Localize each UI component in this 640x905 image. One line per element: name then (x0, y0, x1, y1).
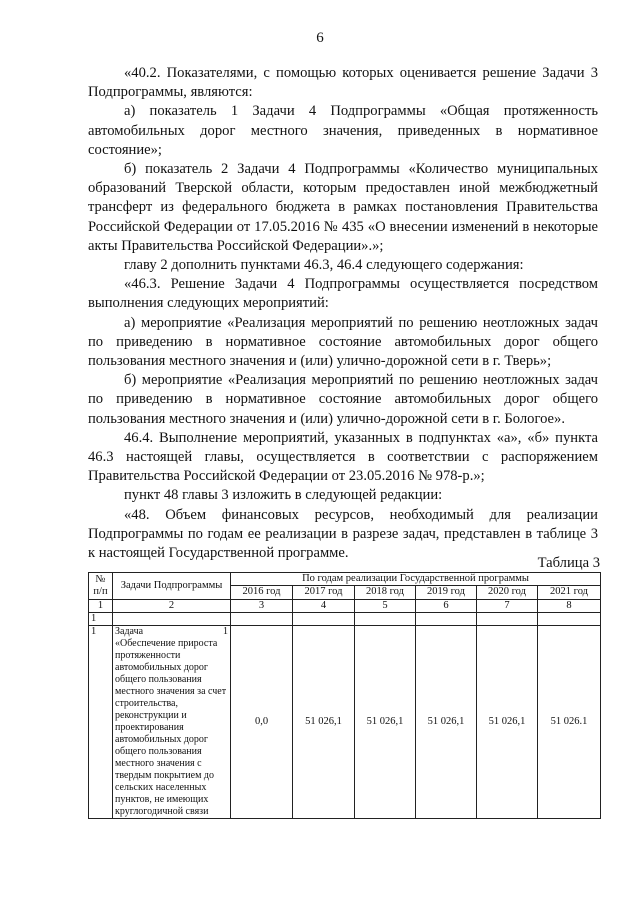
header-year: 2018 год (355, 586, 416, 599)
task-label: Задача (115, 626, 144, 638)
separator-cell (538, 612, 601, 625)
value-cell-2021: 51 026.1 (538, 626, 601, 819)
separator-cell (416, 612, 477, 625)
index-cell: 6 (416, 599, 477, 612)
paragraph: а) мероприятие «Реализация мероприятий по решению неотложных задач по приведению в нормативное состояние автомобильных дорог общего пользования местного значения и (или) улично-дорожной сети в г. Тверь»; (88, 314, 598, 370)
header-year: 2016 год (231, 586, 293, 599)
index-cell: 5 (355, 599, 416, 612)
index-cell: 8 (538, 599, 601, 612)
header-year: 2020 год (477, 586, 538, 599)
paragraph: пункт 48 главы 3 изложить в следующей редакции: (124, 487, 443, 504)
row-num: 1 (89, 626, 113, 819)
index-cell: 3 (231, 599, 293, 612)
value-cell-2018: 51 026,1 (355, 626, 416, 819)
financing-table (88, 572, 601, 819)
paragraph: главу 2 дополнить пунктами 46.3, 46.4 следующего содержания: (124, 257, 524, 274)
separator-cell (113, 612, 231, 625)
header-task: Задачи Подпрограммы (113, 573, 231, 600)
header-year: 2017 год (293, 586, 355, 599)
table-index-row (89, 599, 601, 612)
table-caption: Таблица 3 (537, 555, 600, 571)
separator-cell (293, 612, 355, 625)
value-cell-2020: 51 026,1 (477, 626, 538, 819)
header-num: № п/п (89, 573, 113, 600)
header-year: 2019 год (416, 586, 477, 599)
paragraph: «40.2. Показателями, с помощью которых оценивается решение Задачи 3 Подпрограммы, являются: (88, 65, 598, 101)
task-label-number: 1 (223, 626, 228, 638)
index-cell: 2 (113, 599, 231, 612)
value-cell-2017: 51 026,1 (293, 626, 355, 819)
separator-cell (231, 612, 293, 625)
table-separator-row (89, 612, 601, 625)
header-years-group: По годам реализации Государственной программы (231, 573, 601, 586)
paragraph: б) мероприятие «Реализация мероприятий по решению неотложных задач по приведению в нормативное состояние автомобильных дорог общего пользования местного значения и (или) улично-дорожной сети в г. Бологое». (88, 372, 598, 427)
index-cell: 1 (89, 599, 113, 612)
index-cell: 4 (293, 599, 355, 612)
separator-cell (477, 612, 538, 625)
table-header-row (89, 573, 601, 586)
task-heading (115, 626, 228, 638)
paragraph: а) показатель 1 Задачи 4 Подпрограммы «Общая протяженность автомобильных дорог местного значения, приведенных в нормативное состояние»; (88, 103, 598, 158)
paragraph: «46.3. Решение Задачи 4 Подпрограммы осуществляется посредством выполнения следующих мероприятий: (88, 276, 598, 312)
separator-cell (355, 612, 416, 625)
document-body (88, 64, 598, 563)
paragraph: 46.4. Выполнение мероприятий, указанных в подпунктах «а», «б» пункта 46.3 настоящей главы, осуществляется в соответствии с распоряжением Правительства Российской Федерации от 23.05.2016 № 978-р.»; (88, 429, 598, 485)
table-row (89, 626, 601, 819)
page-number: 6 (316, 30, 324, 46)
value-cell-2019: 51 026,1 (416, 626, 477, 819)
separator-cell: 1 (89, 612, 113, 625)
index-cell: 7 (477, 599, 538, 612)
paragraph: «48. Объем финансовых ресурсов, необходимый для реализации Подпрограммы по годам ее реализации в разрезе задач, представлен в таблице 3 к настоящей Государственной программе. (88, 506, 598, 562)
task-name-cell (113, 626, 231, 819)
value-cell-2016: 0,0 (231, 626, 293, 819)
header-year: 2021 год (538, 586, 601, 599)
paragraph: б) показатель 2 Задачи 4 Подпрограммы «Количество муниципальных образований Тверской области, которым предоставлен иной межбюджетный трансферт из федерального бюджета в рамках постановления Правительства Российской Федерации от 17.05.2016 № 435 «О внесении изменений в некоторые акты Правительства Российской Федерации».»; (88, 161, 598, 254)
task-description: «Обеспечение прироста протяженности автомобильных дорог общего пользования местного значения за счет строительства, реконструкции и проектирования автомобильных дорог общего пользования местного значения с твердым покрытием до сельских населенных пунктов, не имеющих круглогодичной связи (115, 638, 227, 818)
